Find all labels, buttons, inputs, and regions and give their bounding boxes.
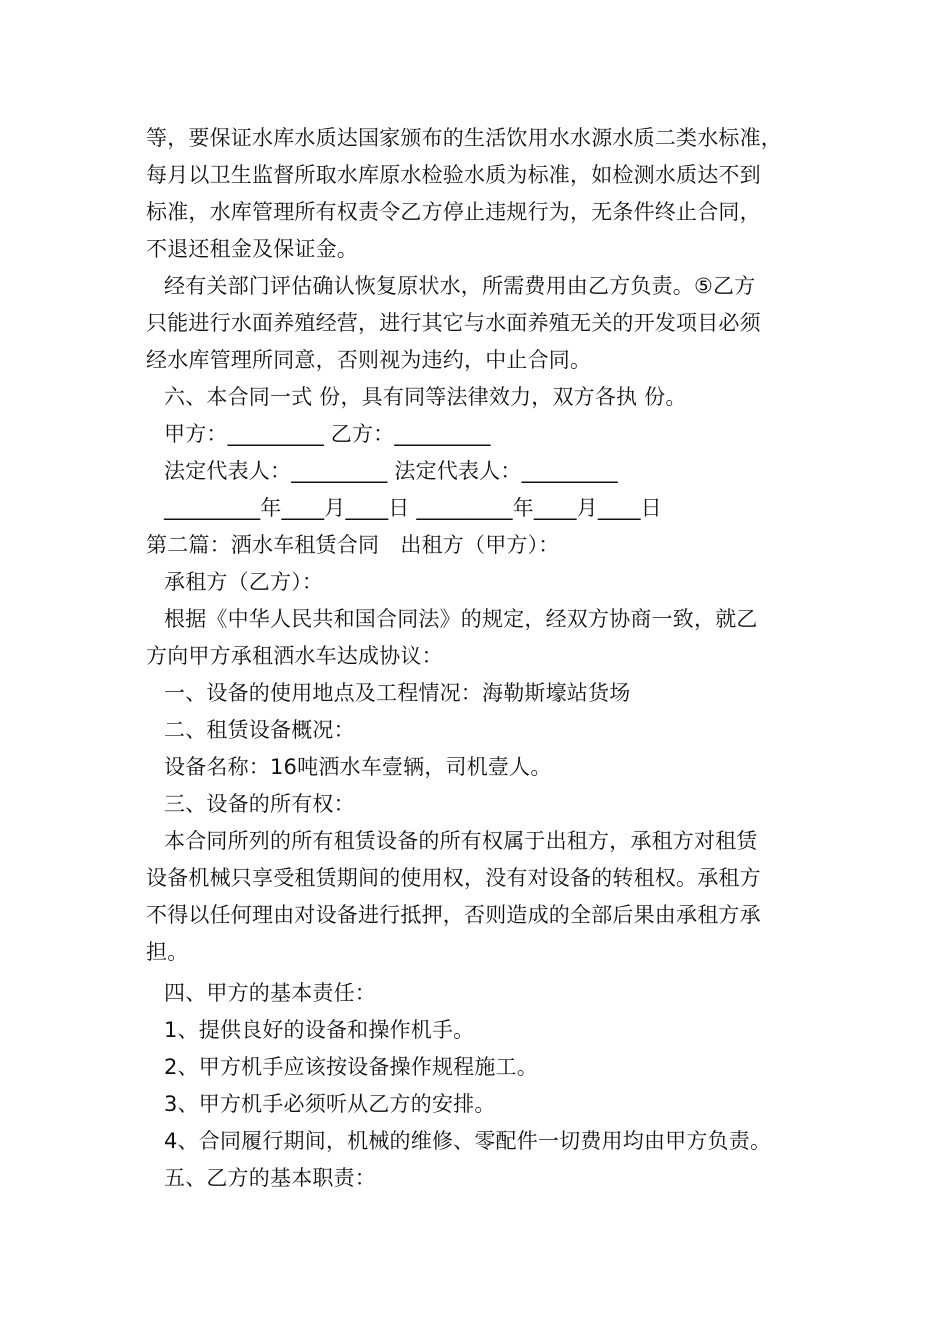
text-line: 不得以任何理由对设备进行抵押，否则造成的全部后果由承租方承 — [146, 903, 761, 927]
clause-heading: 三、设备的所有权： — [164, 792, 355, 816]
list-item: 2、甲方机手应该按设备操作规程施工。 — [164, 1055, 538, 1079]
text-line: 本合同所列的所有租赁设备的所有权属于出租方，承租方对租赁 — [164, 829, 758, 853]
text-line: 六、本合同一式 份，具有同等法律效力，双方各执 份。 — [164, 385, 687, 409]
list-item: 4、合同履行期间，机械的维修、零配件一切费用均由甲方负责。 — [164, 1129, 772, 1153]
representative-line: 法定代表人：_________ 法定代表人：_________ — [164, 459, 618, 483]
text-line: 经水库管理所同意，否则视为违约，中止合同。 — [146, 348, 592, 372]
clause-heading: 一、设备的使用地点及工程情况：海勒斯壕站货场 — [164, 681, 631, 705]
text-line: 设备名称：16吨洒水车壹辆，司机壹人。 — [164, 755, 552, 779]
signature-line: 甲方：_________ 乙方：_________ — [164, 422, 491, 446]
text-line: 设备机械只享受租赁期间的使用权，没有对设备的转租权。承租方 — [146, 866, 761, 890]
text-line: 等，要保证水库水质达国家颁布的生活饮用水水源水质二类水标准， — [146, 126, 782, 150]
clause-heading: 四、甲方的基本责任： — [164, 981, 376, 1005]
text-line: 每月以卫生监督所取水库原水检验水质为标准，如检测水质达不到 — [146, 163, 761, 187]
clause-heading: 二、租赁设备概况： — [164, 718, 355, 742]
text-line: 不退还租金及保证金。 — [146, 237, 358, 261]
text-line: 经有关部门评估确认恢复原状水，所需费用由乙方负责。⑤乙方 — [164, 274, 756, 298]
list-item: 1、提供良好的设备和操作机手。 — [164, 1018, 475, 1042]
text-line: 承租方（乙方）： — [164, 570, 324, 594]
text-line: 方向甲方承租洒水车达成协议： — [146, 644, 443, 668]
text-line: 根据《中华人民共和国合同法》的规定，经双方协商一致，就乙 — [164, 607, 758, 631]
clause-heading: 五、乙方的基本职责： — [164, 1166, 376, 1190]
text-line: 只能进行水面养殖经营，进行其它与水面养殖无关的开发项目必须 — [146, 311, 761, 335]
date-line: _________年____月____日 _________年____月____日 — [164, 496, 662, 520]
list-item: 3、甲方机手必须听从乙方的安排。 — [164, 1092, 496, 1116]
text-line: 担。 — [146, 940, 189, 964]
section-heading: 第二篇：洒水车租赁合同 出租方（甲方）： — [146, 533, 560, 557]
text-line: 标准，水库管理所有权责令乙方停止违规行为，无条件终止合同， — [146, 200, 761, 224]
